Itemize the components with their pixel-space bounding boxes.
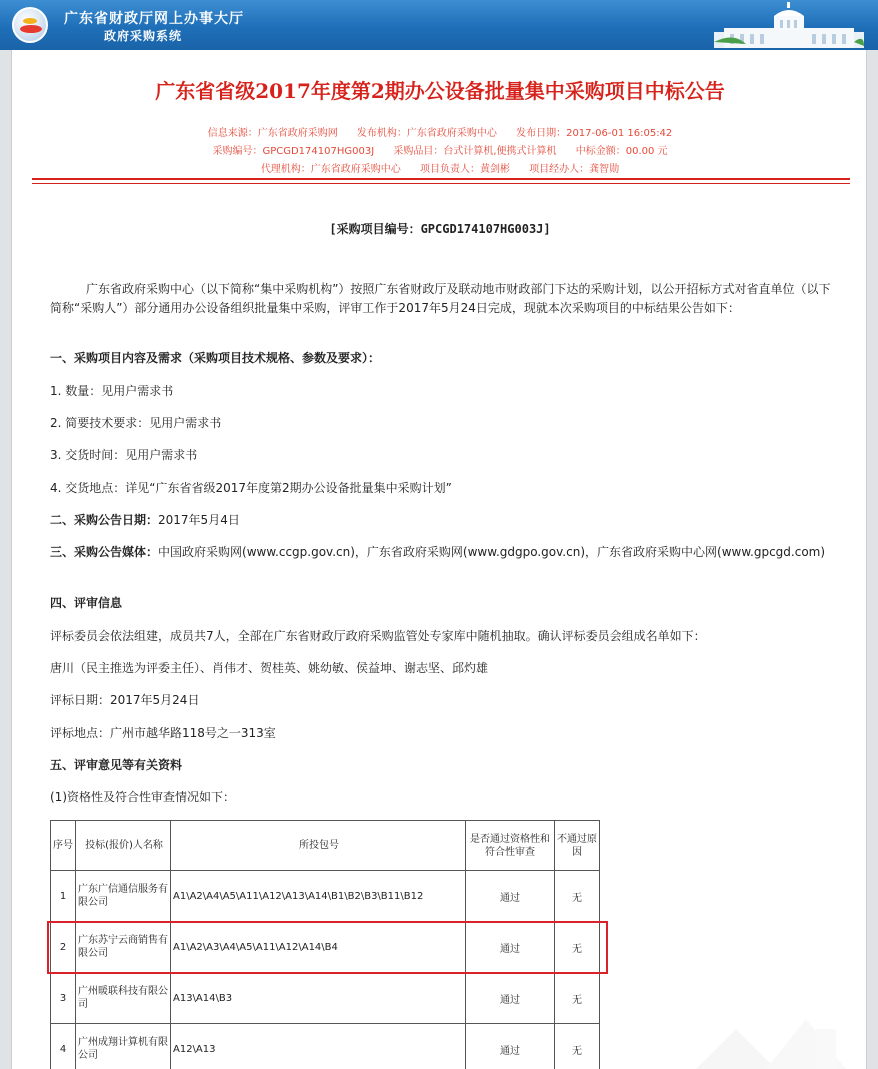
site-title: 广东省财政厅网上办事大厅 — [64, 11, 244, 27]
cell-reason: 无 — [555, 922, 600, 973]
s1-item-quantity: 1. 数量：见用户需求书 — [50, 384, 174, 398]
building-illustration-icon — [714, 2, 864, 48]
col-header-passed: 是否通过资格性和符合性审查 — [466, 821, 555, 871]
cell-bidder: 广州暖联科技有限公司 — [76, 973, 171, 1024]
watermark-logo-icon — [676, 1009, 866, 1069]
section-5-heading: 五、评审意见等有关资料 — [50, 758, 183, 772]
col-header-bidder: 投标(报价)人名称 — [76, 821, 171, 871]
cell-bidder: 广东苏宁云商销售有限公司 — [76, 922, 171, 973]
cell-no: 2 — [51, 922, 76, 973]
cell-package: A1\A2\A3\A4\A5\A11\A12\A14\B4 — [171, 922, 466, 973]
s4-members: 唐川（民主推选为评委主任）、肖伟才、贺桂英、姚幼敏、侯益坤、谢志坚、邱灼雄 — [50, 661, 489, 675]
meta-category: 采购品目：台式计算机,便携式计算机 — [393, 146, 557, 157]
table-row — [51, 1024, 600, 1069]
meta-handler: 项目经办人：龚智勋 — [529, 164, 620, 175]
notice-title: 广东省省级2017年度第2期办公设备批量集中采购项目中标公告 — [155, 79, 725, 103]
site-logo-icon[interactable] — [12, 7, 48, 43]
site-header — [0, 0, 878, 50]
cell-package: A13\A14\B3 — [171, 973, 466, 1024]
meta-amount: 中标金额：00.00 元 — [575, 146, 668, 157]
cell-reason: 无 — [555, 973, 600, 1024]
s4-location: 评标地点：广州市越华路118号之一313室 — [50, 726, 276, 740]
col-header-no: 序号 — [51, 821, 76, 871]
col-header-package: 所投包号 — [171, 821, 466, 871]
project-number: [采购项目编号：GPCGD174107HG003J] — [329, 222, 551, 236]
site-subtitle: 政府采购系统 — [104, 29, 183, 43]
cell-no: 1 — [51, 871, 76, 922]
section-2-value: 2017年5月4日 — [158, 513, 240, 527]
meta-agency: 代理机构：广东省政府采购中心 — [260, 164, 401, 175]
logo-swoosh-red — [20, 25, 42, 33]
section-3-heading: 三、采购公告媒体： — [50, 545, 159, 559]
s4-date: 评标日期：2017年5月24日 — [50, 693, 200, 707]
table-row — [51, 871, 600, 922]
section-4-heading: 四、评审信息 — [50, 596, 123, 610]
meta-row-1 — [12, 124, 868, 139]
section-1-heading: 一、采购项目内容及需求（采购项目技术规格、参数及要求）： — [50, 351, 381, 365]
cell-passed: 通过 — [466, 1024, 555, 1069]
meta-date: 发布日期：2017-06-01 16:05:42 — [516, 128, 673, 139]
cell-passed: 通过 — [466, 871, 555, 922]
s5-subheading: (1)资格性及符合性审查情况如下： — [50, 790, 235, 804]
intro-paragraph: 广东省政府采购中心（以下简称“集中采购机构”）按照广东省财政厅及联动地市财政部门下达的采购计划，以公开招标方式对省直单位（以下简称“采购人”）部分通用办公设备组织批量集中采购，评审工作于2017年5月24日完成，现就本次采购项目的中标结果公告如下： — [50, 282, 831, 315]
meta-purchase-no: 采购编号：GPCGD174107HG003J — [212, 146, 375, 157]
meta-row-2 — [12, 142, 868, 157]
cell-bidder: 广州成翔计算机有限公司 — [76, 1024, 171, 1069]
table-header-row — [51, 821, 600, 871]
section-2-heading: 二、采购公告日期： — [50, 513, 159, 527]
title-divider — [32, 178, 850, 180]
s1-item-tech: 2. 简要技术要求：见用户需求书 — [50, 416, 222, 430]
logo-swoosh-yellow — [23, 18, 37, 24]
s1-item-delivery-place: 4. 交货地点：详见“广东省省级2017年度第2期办公设备批量集中采购计划” — [50, 481, 452, 495]
meta-row-3 — [12, 160, 868, 175]
notice-page — [11, 50, 867, 1069]
cell-package: A12\A13 — [171, 1024, 466, 1069]
section-2 — [50, 511, 840, 530]
meta-source: 信息来源：广东省政府采购网 — [207, 128, 338, 139]
cell-reason: 无 — [555, 1024, 600, 1069]
s4-committee: 评标委员会依法组建，成员共7人，全部在广东省财政厅政府采购监管处专家库中随机抽取。确认评标委员会组成名单如下： — [50, 629, 706, 643]
cell-passed: 通过 — [466, 973, 555, 1024]
s1-item-delivery-time: 3. 交货时间：见用户需求书 — [50, 448, 198, 462]
cell-reason: 无 — [555, 871, 600, 922]
cell-bidder: 广东广信通信服务有限公司 — [76, 871, 171, 922]
table-row — [51, 973, 600, 1024]
section-3 — [50, 543, 840, 562]
section-3-value: 中国政府采购网(www.ccgp.gov.cn)，广东省政府采购网(www.gdgpo.gov.cn)，广东省政府采购中心网(www.gpcgd.com) — [158, 545, 826, 559]
title-divider-thin — [32, 183, 850, 184]
row-highlight-box — [47, 921, 608, 974]
cell-package: A1\A2\A4\A5\A11\A12\A13\A14\B1\B2\B3\B11\B12 — [171, 871, 466, 922]
meta-project-lead: 项目负责人：黄剑彬 — [420, 164, 510, 175]
meta-publisher: 发布机构：广东省政府采购中心 — [356, 128, 497, 139]
cell-no: 4 — [51, 1024, 76, 1069]
col-header-reason: 不通过原因 — [555, 821, 600, 871]
cell-passed: 通过 — [466, 922, 555, 973]
cell-no: 3 — [51, 973, 76, 1024]
